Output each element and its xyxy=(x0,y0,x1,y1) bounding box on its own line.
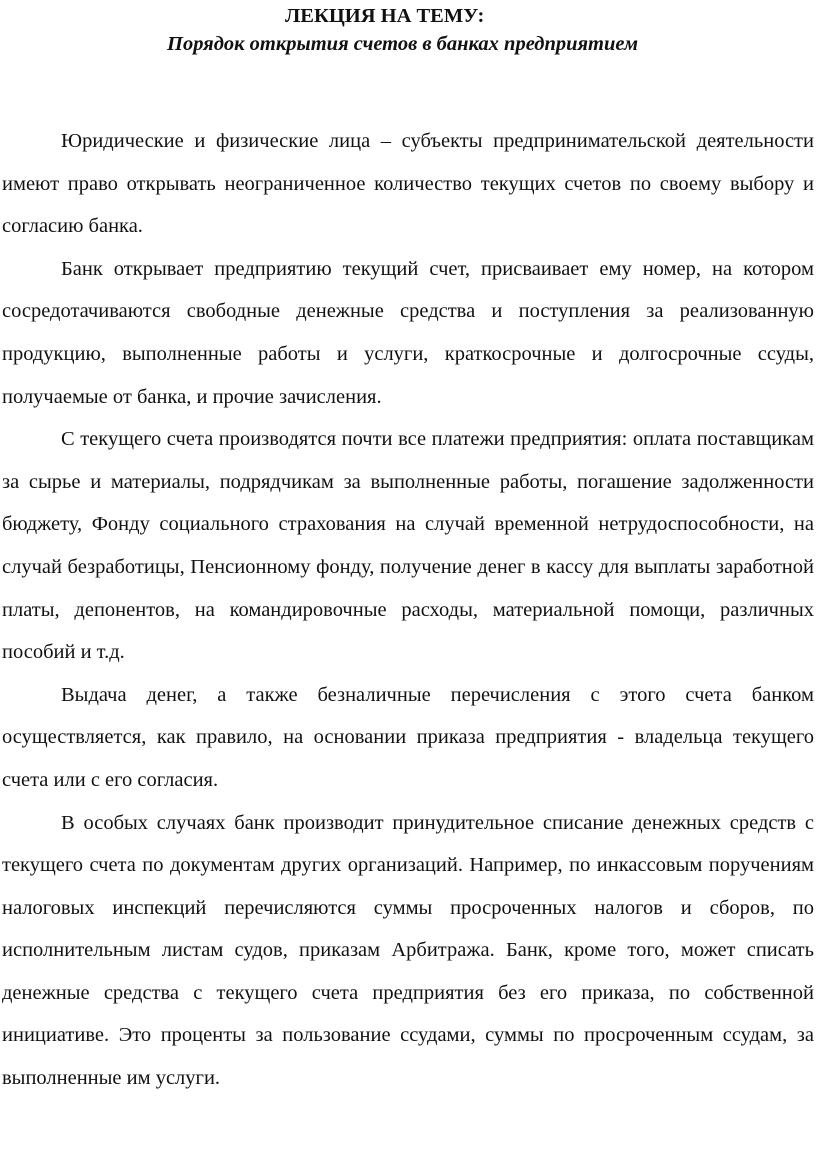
lecture-subtitle: Порядок открытия счетов в банках предприятием xyxy=(167,33,639,55)
paragraph-3: С текущего счета производятся почти все платежи предприятия: оплата поставщикам за сырье и материалы, подрядчикам за выполненные работы, погашение задолженности бюджету, Фонду социального страхования на случай временной нетрудоспособности, на случай безработицы, Пенсионному фонду, получение денег в кассу для выплаты заработной платы, депонентов, на командировочные расходы, материальной помощи, различных пособий и т.д. xyxy=(2,428,814,664)
paragraph-5: В особых случаях банк производит принудительное списание денежных средств с текущего счета по документам других организаций. Например, по инкассовым поручениям налоговых инспекций перечисляются суммы просроченных налогов и сборов, по исполнительным листам судов, приказам Арбитража. Банк, кроме того, может списать денежные средства с текущего счета предприятия без его приказа, по собственной инициативе. Это проценты за пользование ссудами, суммы по просроченным ссудам, за выполненные им услуги. xyxy=(2,811,814,1090)
lecture-title: ЛЕКЦИЯ НА ТЕМУ: xyxy=(285,5,485,27)
paragraph-1: Юридические и физические лица – субъекты предпринимательской деятельности имеют право открывать неограниченное количество текущих счетов по своему выбору и согласию банка. xyxy=(2,130,814,238)
paragraph-4: Выдача денег, а также безналичные перечисления с этого счета банком осуществляется, как правило, на основании приказа предприятия - владельца текущего счета или с его согласия. xyxy=(2,683,814,791)
paragraph-2: Банк открывает предприятию текущий счет, присваивает ему номер, на котором сосредотачиваются свободные денежные средства и поступления за реализованную продукцию, выполненные работы и услуги, краткосрочные и долгосрочные ссуды, получаемые от банка, и прочие зачисления. xyxy=(2,257,814,408)
document-body xyxy=(2,120,814,1100)
